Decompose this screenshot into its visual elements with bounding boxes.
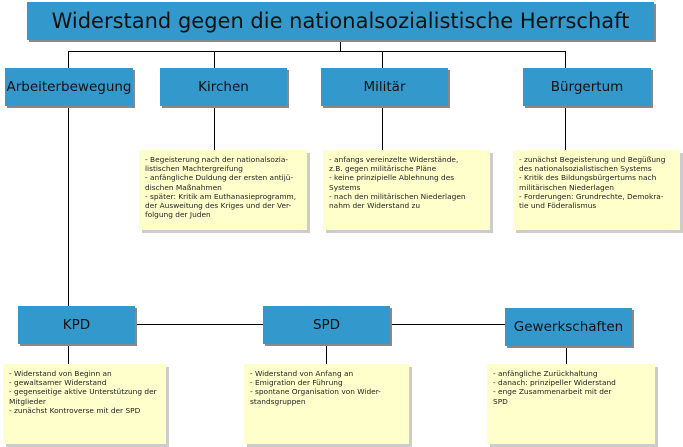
note-buergertum [513, 150, 680, 230]
note-buergertum-item: - Kritik des Bildungsbürgertums nach militärischen Niederlagen [519, 173, 657, 192]
note-kpd-item: - Widerstand von Beginn an [9, 369, 112, 378]
note-kpd-item: - zunächst Kontroverse mit der SPD [9, 405, 141, 415]
connector-kirchen-up [214, 51, 215, 68]
category-kpd: KPD [18, 306, 135, 344]
note-buergertum-item: - zunächst Begeisterung und Begüßung des nationalsozialistischen Systems [519, 155, 666, 174]
connector-spd-note [326, 344, 327, 364]
connector-kpd-spd [118, 324, 264, 325]
note-militaer-item: - nach den militärischen Niederlagen nahm der Widerstand zu [329, 191, 466, 211]
connector-kirchen-note [214, 106, 215, 150]
note-militaer-item: - keine prinzipielle Ablehnung des Systems [329, 173, 455, 192]
connector-spd-gew [390, 324, 505, 325]
note-kirchen [139, 150, 307, 230]
note-kirchen-item: - anfängliche Duldung der ersten antijü- dischen Maßnahmen [145, 173, 294, 192]
category-spd: SPD [263, 306, 390, 344]
note-spd [244, 364, 409, 444]
category-gewerkschaften: Gewerkschaften [505, 308, 632, 346]
connector-top-horizontal [68, 51, 566, 52]
note-kirchen-item: - später: Kritik am Euthanasieprogramm, der Ausweitung des Kriges und der Ver- folgung der Juden [145, 191, 297, 220]
category-arbeiterbewegung: Arbeiterbewegung [5, 68, 133, 106]
connector-militaer-note [382, 106, 383, 150]
connector-buergertum-note [565, 106, 566, 150]
connector-gew-note [566, 344, 567, 364]
connector-militaer-up [382, 51, 383, 68]
note-kpd [3, 364, 166, 444]
category-buergertum: Bürgertum [523, 68, 651, 106]
note-kirchen-item: - Begeisterung nach der nationalsozia- listischen Machtergreifung [145, 155, 289, 174]
connector-arbeiter-up [68, 51, 69, 68]
connector-buergertum-up [565, 51, 566, 68]
note-gewerkschaften-item: - enge Zusammenarbeit mit der SPD [493, 387, 612, 406]
note-gewerkschaften [487, 364, 655, 444]
note-militaer-item: - anfangs vereinzelte Widerstände, z.B. gegen militärische Pläne [329, 155, 459, 174]
note-spd-item: - Widerstand von Anfang an [250, 369, 354, 378]
note-kpd-item: - gewaltsamer Widerstand [9, 378, 107, 388]
note-militaer [323, 150, 490, 230]
connector-kpd-note [68, 344, 69, 364]
note-kpd-item: - gegenseitige aktive Unterstützung der Mitglieder [9, 387, 157, 406]
note-buergertum-item: - Forderungen: Grundrechte, Demokra- tie und Föderalismus [519, 191, 664, 211]
note-gewerkschaften-item: - anfängliche Zurückhaltung [493, 369, 598, 378]
category-kirchen: Kirchen [160, 68, 287, 106]
connector-arbeiter-kpd [68, 106, 69, 306]
category-militaer: Militär [321, 68, 448, 106]
diagram-title: Widerstand gegen die nationalsozialistische Herrschaft [27, 2, 654, 40]
connector-title-down [340, 40, 341, 51]
note-spd-item: - spontane Organisation von Wider- standsgruppen [250, 387, 381, 406]
note-spd-item: - Emigration der Führung [250, 378, 343, 388]
note-gewerkschaften-item: - danach: prinzipeller Widerstand [493, 378, 616, 388]
